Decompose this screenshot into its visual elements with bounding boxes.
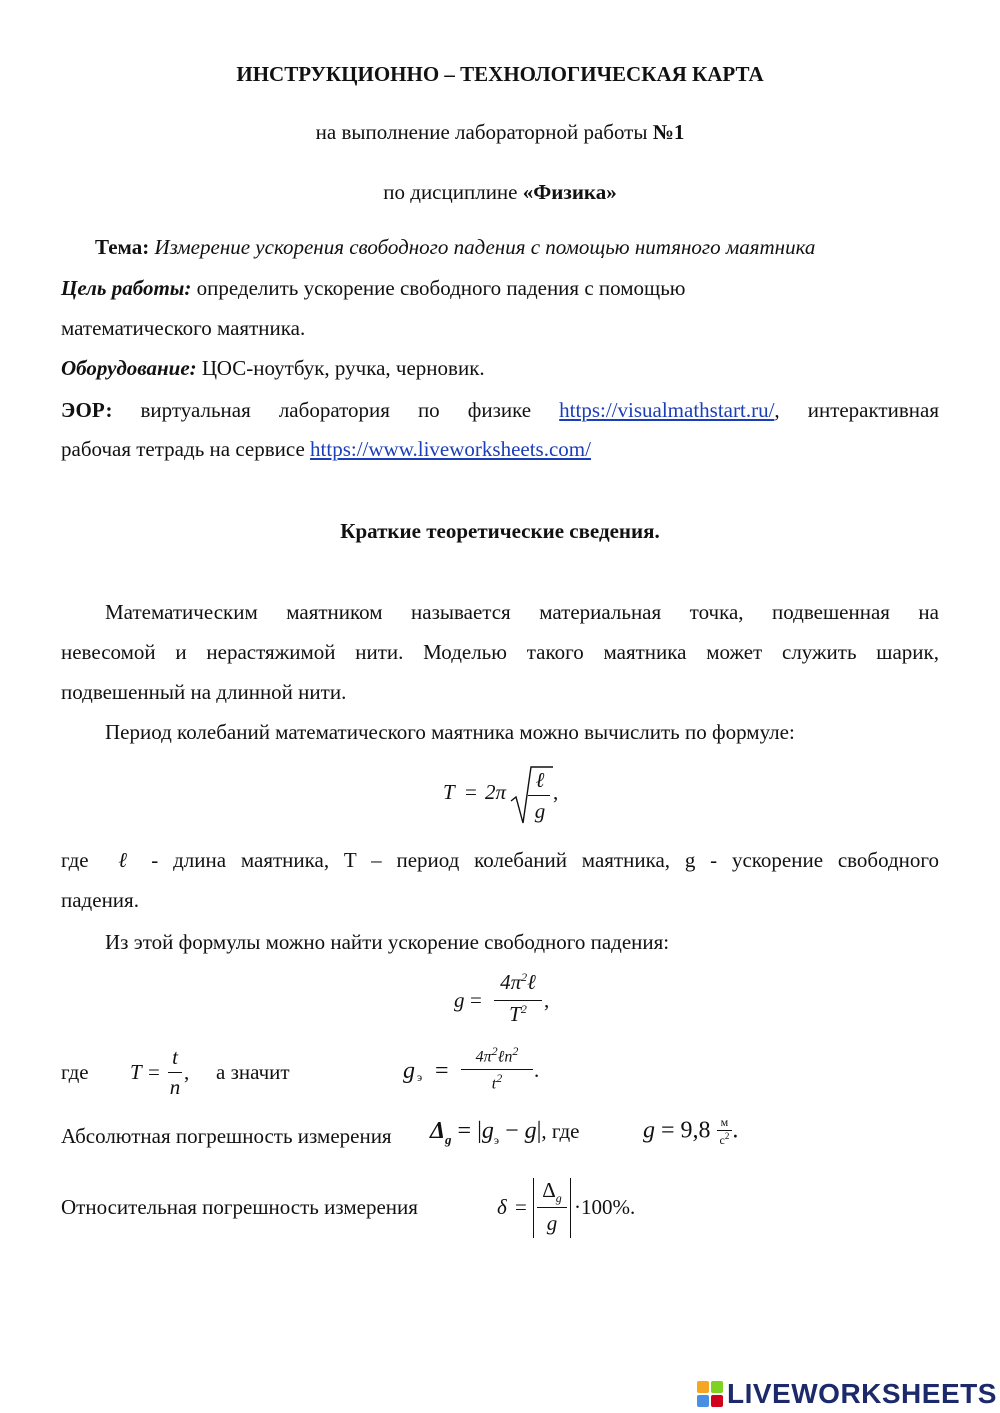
visualmathstart-link[interactable]: https://visualmathstart.ru/ — [559, 398, 775, 422]
formula-g: g — [534, 799, 546, 823]
formula-comma: , — [553, 780, 559, 804]
den-sup-2: 2 — [520, 1002, 527, 1016]
theory-p4: Из этой формулы можно найти ускорение свободного падения: — [105, 930, 670, 954]
rel-error-label: Относительная погрешность измерения — [61, 1195, 418, 1219]
abs-g: g — [524, 1118, 537, 1144]
gval-g: g — [643, 1117, 655, 1144]
units-den — [717, 1131, 733, 1148]
abs-ge-sub: э — [493, 1132, 500, 1147]
gval-units — [717, 1116, 733, 1148]
four-pi: 4π — [500, 970, 522, 994]
g-formula-g: g — [454, 988, 465, 1012]
equipment-line — [61, 356, 485, 381]
eor-line-1 — [61, 398, 939, 423]
goal-text-2: математического маятника. — [61, 316, 306, 340]
topic-line — [95, 235, 815, 260]
sup-2: 2 — [521, 970, 528, 984]
liveworksheets-logo — [697, 1378, 997, 1410]
rel-eq: = — [515, 1195, 527, 1219]
p3-ell: ℓ — [118, 848, 137, 872]
ge-g: g — [403, 1058, 415, 1084]
where-label: где — [61, 1060, 89, 1084]
g-formula-comma: , — [544, 988, 550, 1012]
tn-bar — [168, 1072, 182, 1073]
p3-text: - длина маятника, T – период колебаний маятника, g - ускорение свободного — [136, 848, 940, 872]
g-formula-num — [494, 970, 542, 995]
rel-num-delta: Δ — [542, 1178, 556, 1202]
equipment-text: ЦОС-ноутбук, ручка, черновик. — [196, 356, 485, 380]
formula-2pi: 2π — [485, 780, 507, 804]
eor-line-2 — [61, 437, 591, 462]
ge-num — [461, 1044, 533, 1066]
formula-ell: ℓ — [535, 768, 545, 792]
gval-eq: = — [661, 1117, 675, 1144]
logo-grid-icon — [697, 1381, 723, 1407]
abs-ge: g — [481, 1118, 494, 1144]
logo-text: LIVEWORKSHEETS — [727, 1378, 997, 1409]
tn-T: T — [130, 1060, 142, 1084]
theory-p3-line2: падения. — [61, 888, 139, 912]
discipline-prefix: по дисциплине — [383, 180, 523, 204]
g-formula-den — [494, 1002, 542, 1027]
eor-text-3: рабочая тетрадь на сервисе — [61, 437, 311, 461]
page-title: ИНСТРУКЦИОННО – ТЕХНОЛОГИЧЕСКАЯ КАРТА — [236, 62, 764, 86]
topic-text: Измерение ускорения свободного падения с помощью нитяного маятника — [154, 235, 816, 259]
eor-text-2: , интерактивная — [774, 398, 939, 422]
logo-square-1 — [697, 1381, 709, 1393]
units-den-c: с — [719, 1132, 725, 1147]
ge-sup-3: 2 — [496, 1071, 503, 1085]
abs-error-label: Абсолютная погрешность измерения — [61, 1124, 392, 1148]
num-ell: ℓ — [527, 970, 536, 994]
rel-delta: δ — [497, 1195, 507, 1219]
g-value-formula — [643, 1116, 738, 1148]
goal-text-1: определить ускорение свободного падения с помощью — [191, 276, 686, 300]
rel-percent: ·100%. — [574, 1195, 636, 1219]
ge-four-pi: 4π — [475, 1048, 492, 1066]
theory-p1-line1: Математическим маятником называется материальная точка, подвешенная на — [105, 600, 939, 624]
theory-p1-line3: подвешенный на длинной нити. — [61, 680, 347, 704]
fraction-bar — [528, 795, 550, 796]
lab-number: №1 — [652, 120, 685, 144]
tn-t: t — [172, 1045, 178, 1069]
formula-T: T — [443, 780, 455, 804]
g-formula-eq: = — [470, 988, 482, 1012]
rel-bar — [537, 1207, 567, 1208]
ge-den — [461, 1071, 533, 1093]
logo-square-4 — [711, 1395, 723, 1407]
abs-error-formula: $\Delta_g = |g_э - g|$, где — [430, 1118, 580, 1147]
rel-error-formula — [497, 1176, 657, 1240]
den-T: T — [509, 1002, 521, 1026]
logo-square-3 — [697, 1395, 709, 1407]
discipline-line — [0, 180, 1000, 205]
ge-sub: э — [417, 1070, 423, 1084]
ge-n: n — [504, 1048, 513, 1066]
theory-p3-line1 — [61, 848, 939, 873]
gval-number: 9,8 — [680, 1117, 711, 1144]
theory-p1-line2: невесомой и нерастяжимой нити. Моделью такого маятника может служить шарик, — [61, 640, 939, 664]
theory-heading: Краткие теоретические сведения. — [340, 519, 660, 543]
rel-num — [537, 1178, 567, 1206]
abs-eq: = — [457, 1118, 472, 1144]
lab-subtitle — [0, 120, 1000, 145]
ge-sup-1: 2 — [491, 1044, 498, 1058]
and-so-label: а значит — [216, 1060, 290, 1084]
ge-t: t — [491, 1075, 497, 1093]
formula-eq: = — [465, 780, 477, 804]
topic-label: Тема: — [95, 235, 150, 259]
units-num: м — [717, 1116, 733, 1131]
ge-formula — [403, 1042, 553, 1098]
p3-where: где — [61, 848, 104, 872]
theory-p2: Период колебаний математического маятника можно вычислить по формуле: — [105, 720, 795, 744]
abs-bar-left — [533, 1178, 534, 1238]
units-sup: 2 — [724, 1130, 730, 1141]
rel-num-sub: g — [555, 1191, 562, 1206]
ge-period: . — [534, 1058, 540, 1082]
liveworksheets-link[interactable]: https://www.liveworksheets.com/ — [310, 437, 591, 461]
rel-den: g — [546, 1211, 558, 1235]
logo-square-2 — [711, 1381, 723, 1393]
eor-text-1: виртуальная лаборатория по физике — [112, 398, 560, 422]
equipment-label: Оборудование: — [61, 356, 197, 380]
gval-period: . — [732, 1117, 739, 1144]
eor-label: ЭОР: — [61, 398, 113, 422]
abs-where: , где — [541, 1119, 580, 1143]
abs-bar-right — [570, 1178, 571, 1238]
abs-delta-sub: g — [445, 1131, 452, 1147]
goal-line — [61, 276, 685, 301]
tn-comma: , — [184, 1060, 190, 1084]
subtitle-prefix: на выполнение лабораторной работы — [315, 120, 653, 144]
ge-bar — [461, 1069, 533, 1070]
g-fraction-bar — [494, 1000, 542, 1001]
t-over-n-formula — [130, 1045, 210, 1101]
ge-eq: = — [435, 1058, 449, 1084]
abs-delta: Δ — [430, 1118, 446, 1144]
tn-n: n — [169, 1075, 181, 1099]
goal-label: Цель работы: — [61, 276, 192, 300]
ge-ell: ℓ — [497, 1048, 505, 1066]
tn-eq: = — [148, 1060, 160, 1084]
ge-sup-2: 2 — [512, 1044, 519, 1058]
discipline-name: «Физика» — [522, 180, 617, 204]
